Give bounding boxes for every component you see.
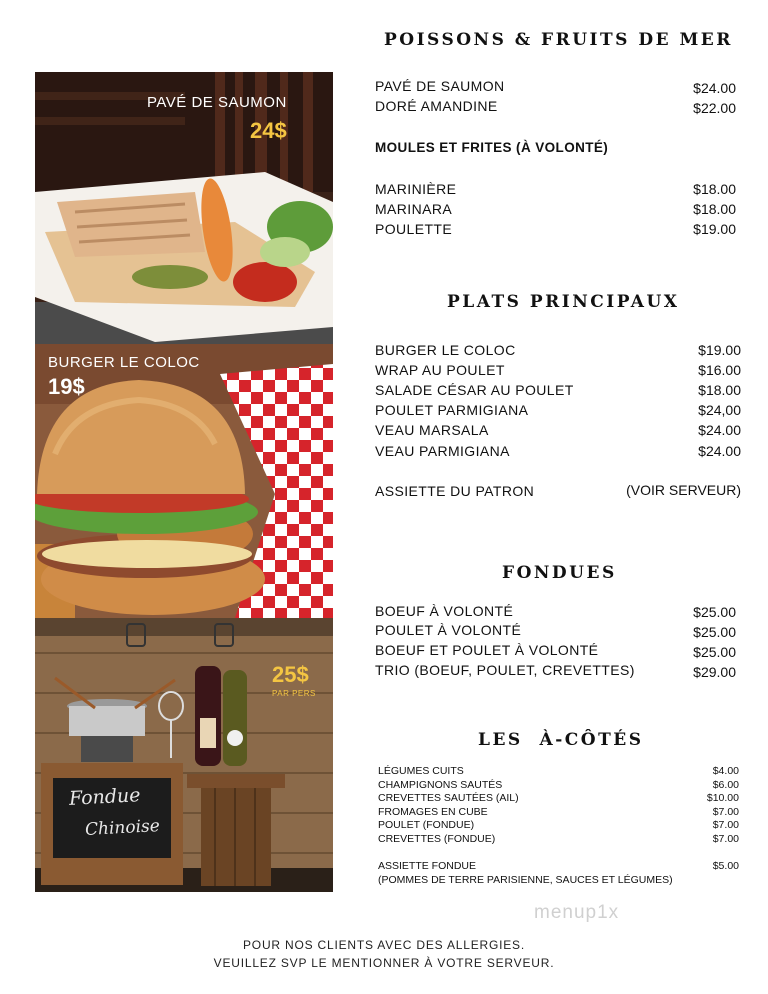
fondue-photo-price: 25$: [272, 662, 309, 687]
mussels-item-name: MARINARA: [375, 201, 453, 217]
side-item-price: $7.00: [712, 819, 739, 831]
mussels-item-price: $19.00: [693, 221, 736, 237]
side-item-price: $10.00: [706, 792, 739, 804]
fondue-item-name: TRIO (BOEUF, POULET, CREVETTES): [375, 662, 635, 678]
mains-item-price: $16.00: [698, 362, 741, 378]
mains-item-name: VEAU PARMIGIANA: [375, 443, 510, 459]
platter-item-note: (POMMES DE TERRE PARISIENNE, SAUCES ET LÉGUMES): [378, 874, 673, 886]
burger-photo-label: BURGER LE COLOC: [48, 354, 200, 371]
side-item-price: $7.00: [712, 833, 739, 845]
section-title-mains: PLATS PRINCIPAUX: [447, 292, 680, 312]
special-item-name: ASSIETTE DU PATRON: [375, 483, 535, 499]
salmon-photo-price: 24$: [250, 118, 287, 143]
chalkboard-line-1: Fondue: [68, 784, 141, 810]
fondue-photo: [35, 618, 333, 892]
allergy-notice-line-2: VEUILLEZ SVP LE MENTIONNER À VOTRE SERVEUR.: [213, 956, 555, 970]
fish-item-name: DORÉ AMANDINE: [375, 98, 498, 114]
side-item-name: CREVETTES SAUTÉES (AIL): [378, 792, 519, 804]
mains-item-price: $18.00: [698, 382, 741, 398]
fondue-price-note: PAR PERS: [272, 689, 316, 698]
side-item-price: $4.00: [712, 765, 739, 777]
mains-item-name: BURGER LE COLOC: [375, 342, 516, 358]
fish-item-price: $22.00: [693, 100, 736, 116]
fondue-item-price: $25.00: [693, 644, 736, 660]
watermark: menup1x: [534, 902, 620, 923]
burger-photo-price: 19$: [48, 374, 85, 399]
fish-item-price: $24.00: [693, 80, 736, 96]
mains-item-price: $24.00: [698, 422, 741, 438]
section-title-fondues: FONDUES: [502, 563, 617, 583]
burger-photo: [35, 344, 333, 618]
chalkboard-line-2: Chinoise: [84, 816, 161, 840]
mussels-item-name: MARINIÈRE: [375, 181, 457, 197]
mussels-item-name: POULETTE: [375, 221, 453, 237]
mains-item-name: SALADE CÉSAR AU POULET: [375, 382, 574, 398]
section-title-fish: POISSONS & FRUITS DE MER: [384, 30, 733, 50]
side-item-name: POULET (FONDUE): [378, 819, 475, 831]
platter-item-price: $5.00: [712, 860, 739, 872]
fondue-item-price: $25.00: [693, 604, 736, 620]
mains-item-price: $19.00: [698, 342, 741, 358]
side-item-price: $7.00: [712, 806, 739, 818]
mains-item-name: VEAU MARSALA: [375, 422, 489, 438]
salmon-photo-label: PAVÉ DE SAUMON: [147, 94, 287, 111]
mains-item-price: $24.00: [698, 443, 741, 459]
fish-item-name: PAVÉ DE SAUMON: [375, 78, 505, 94]
allergy-notice-line-1: POUR NOS CLIENTS AVEC DES ALLERGIES.: [243, 938, 525, 952]
side-item-name: FROMAGES EN CUBE: [378, 806, 488, 818]
side-item-name: LÉGUMES CUITS: [378, 765, 464, 777]
special-item-price: (VOIR SERVEUR): [626, 482, 741, 498]
mussels-item-price: $18.00: [693, 181, 736, 197]
fondue-item-price: $25.00: [693, 624, 736, 640]
fondue-item-price: $29.00: [693, 664, 736, 680]
mussels-item-price: $18.00: [693, 201, 736, 217]
salmon-photo: [35, 72, 333, 344]
side-item-price: $6.00: [712, 779, 739, 791]
fondue-item-name: POULET À VOLONTÉ: [375, 622, 522, 638]
mussels-subheading: MOULES ET FRITES (À VOLONTÉ): [375, 140, 609, 155]
section-title-sides: LES À-CÔTÉS: [478, 730, 644, 750]
side-item-name: CREVETTES (FONDUE): [378, 833, 496, 845]
platter-item-name: ASSIETTE FONDUE: [378, 860, 477, 872]
mains-item-name: POULET PARMIGIANA: [375, 402, 529, 418]
photo-column: [35, 72, 333, 892]
side-item-name: CHAMPIGNONS SAUTÉS: [378, 779, 503, 791]
mains-item-name: WRAP AU POULET: [375, 362, 505, 378]
mains-item-price: $24,00: [698, 402, 741, 418]
fondue-item-name: BOEUF À VOLONTÉ: [375, 603, 514, 619]
fondue-item-name: BOEUF ET POULET À VOLONTÉ: [375, 642, 599, 658]
